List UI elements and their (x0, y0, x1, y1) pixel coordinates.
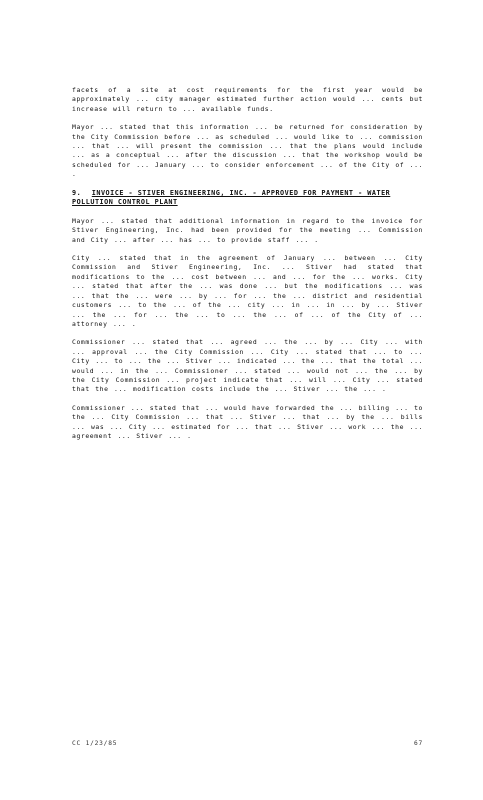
paragraph-3: Mayor ... stated that additional information in regard to the invoice for Stiver Engineering, Inc. had been provided for the meeting ... Commission and City ... after ... has ... to provide staff ... . (72, 216, 423, 244)
section-heading (72, 189, 423, 208)
page-number: 67 (413, 740, 423, 747)
section-number: 9. (72, 188, 82, 197)
paragraph-1: facets of a site at cost requirements for the first year would be approximately ... city manager estimated further action would ... cents but increase will return to ... available funds. (72, 86, 423, 113)
paragraph-5: Commissioner ... stated that ... agreed ... the ... by ... City ... with ... approval ... the City Commission ... City ... stated that ... to ... City ... to ... the ... Stiver ... indicated ... the ... that the total ... would ... in the ... Commissioner ... stated ... would not ... the ... by the City Commission ... project indicate that ... will ... City ... stated that the ... modification costs include the ... Stiver ... the ... . (72, 338, 423, 394)
page-footer (72, 740, 423, 747)
paragraph-2: Mayor ... stated that this information ... be returned for consideration by the City Commission before ... as scheduled ... would like to ... commission ... that ... will present the commission ... that the plans would include ... as a conceptual ... after the discussion ... that the workshop would be scheduled for ... January ... to consider enforcement ... of the City of ... . (72, 123, 424, 179)
paragraph-4: City ... stated that in the agreement of January ... between ... City Commission and Stiver Engineering, Inc. ... Stiver had stated that modifications to the ... cost between ... and ... for the ... works. City ... stated that after the ... was done ... but the modifications ... was ... that the ... were ... by ... for ... the ... district and residential customers ... to the ... of the ... city ... in ... in ... by ... Stiver ... the ... for ... the ... to ... the ... of ... of the City of ... attorney ... . (72, 254, 423, 328)
paragraph-6: Commissioner ... stated that ... would have forwarded the ... billing ... to the ... City Commission ... that ... Stiver ... that ... by the ... bills ... was ... City ... estimated for ... that ... Stiver ... work ... the ... agreement ... Stiver ... . (72, 403, 423, 440)
section-title: INVOICE - STIVER ENGINEERING, INC. - APPROVED FOR PAYMENT - WATER POLLUTION CONTROL PLANT (72, 188, 391, 207)
footer-date: CC 1/23/85 (72, 740, 118, 747)
